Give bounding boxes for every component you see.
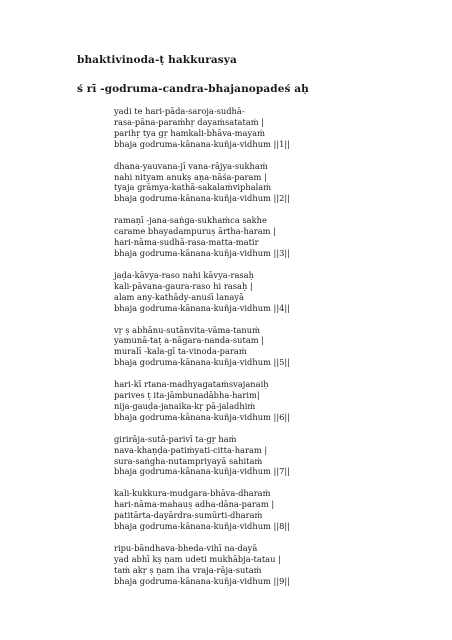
- verse-line: parives ṭ ita-jāmbunadābha-harim|: [114, 390, 260, 401]
- verse-line: hari-kī rtana-madhyagataṁsvajanaiḥ: [114, 379, 269, 390]
- verse-line: hari-nāma-sudhā-rasa-matta-matir: [114, 237, 259, 248]
- verse-line: tyaja grāmya-kathā-sakalaṁviphalaṁ: [114, 182, 272, 193]
- verse-line: vṛ ṣ abhānu-sutānvita-vāma-tanuṁ: [114, 324, 260, 335]
- verse-line: kali-kukkura-mudgara-bhāva-dharaṁ: [114, 488, 271, 499]
- verse-line: ripu-bāndhava-bheda-vihī na-dayā: [114, 543, 258, 553]
- verse-line: taṁ akṛ ṣ ṇam iha vraja-rāja-sutaṁ: [114, 564, 262, 575]
- verse-line: bhaja godruma-kānana-kuñja-vidhum ||3||: [114, 247, 291, 258]
- verse-line: bhaja godruma-kānana-kuñja-vidhum ||7||: [114, 466, 291, 477]
- verse-line: bhaja godruma-kānana-kuñja-vidhum ||4||: [114, 302, 291, 313]
- verse-1: [114, 106, 414, 150]
- verse-6: [114, 379, 414, 423]
- verse-line: parihṛ tya gṛ hamkali-bhāva-mayaṁ: [114, 127, 265, 138]
- verse-line: bhaja godruma-kānana-kuñja-vidhum ||1||: [114, 138, 291, 149]
- verse-line: jaḍa-kāvya-raso nahi kāvya-rasaḥ: [114, 269, 254, 280]
- verse-7: [114, 434, 414, 478]
- verse-line: rasa-pāna-paraṁhṛ dayaṁsatataṁ |: [114, 116, 265, 127]
- verse-line: yadi te hari-pāda-saroja-sudhā-: [114, 106, 245, 116]
- verse-line: girirāja-sutā-parivī ta-gṛ haṁ: [114, 433, 237, 444]
- verse-line: carame bhayadampuruṣ ārtha-haram |: [114, 226, 276, 237]
- author-heading: bhaktivinoda-ṭ hakkurasya: [77, 54, 237, 66]
- verse-list: [114, 106, 414, 598]
- verse-line: ramaṇī -jana-saṅga-sukhaṁca sakhe: [114, 215, 267, 226]
- verse-line: bhaja godruma-kānana-kuñja-vidhum ||5||: [114, 357, 291, 368]
- verse-line: nija-gauḍa-janaika-kṛ pā-jaladhiṁ: [114, 400, 256, 411]
- verse-3: [114, 215, 414, 259]
- verse-5: [114, 325, 414, 369]
- verse-line: sura-saṅgha-nutampriyayā sahitaṁ: [114, 455, 263, 466]
- verse-line: bhaja godruma-kānana-kuñja-vidhum ||6||: [114, 411, 291, 422]
- verse-line: dhana-yauvana-jī vana-rājya-sukhaṁ: [114, 160, 268, 171]
- verse-line: bhaja godruma-kānana-kuñja-vidhum ||8||: [114, 521, 291, 532]
- verse-line: nahi nityam anukṣ aṇa-nāśa-param |: [114, 171, 267, 182]
- verse-line: patitārta-dayārdra-sumūrti-dharaṁ: [114, 510, 263, 521]
- verse-9: [114, 543, 414, 587]
- verse-line: nava-khaṇḍa-patiṁyati-citta-haram |: [114, 444, 268, 455]
- verse-line: bhaja godruma-kānana-kuñja-vidhum ||9||: [114, 575, 291, 586]
- verse-2: [114, 161, 414, 205]
- verse-line: hari-nāma-mahauṣ adha-dāna-param |: [114, 499, 275, 510]
- verse-line: muralī -kala-gī ta-vinoda-paraṁ: [114, 346, 247, 357]
- verse-4: [114, 270, 414, 314]
- verse-line: bhaja godruma-kānana-kuñja-vidhum ||2||: [114, 193, 291, 204]
- verse-line: yamunā-taṭ a-nāgara-nanda-sutam |: [114, 335, 265, 346]
- verse-8: [114, 488, 414, 532]
- verse-line: alam any-kathādy-anuśī lanayā: [114, 291, 244, 302]
- verse-line: yad abhī kṣ ṇam udeti mukhābja-tatau |: [114, 553, 281, 564]
- verse-line: kali-pāvana-gaura-raso hi rasaḥ |: [114, 280, 253, 291]
- document-title: ś rī -godruma-candra-bhajanopadeś aḥ: [77, 83, 309, 95]
